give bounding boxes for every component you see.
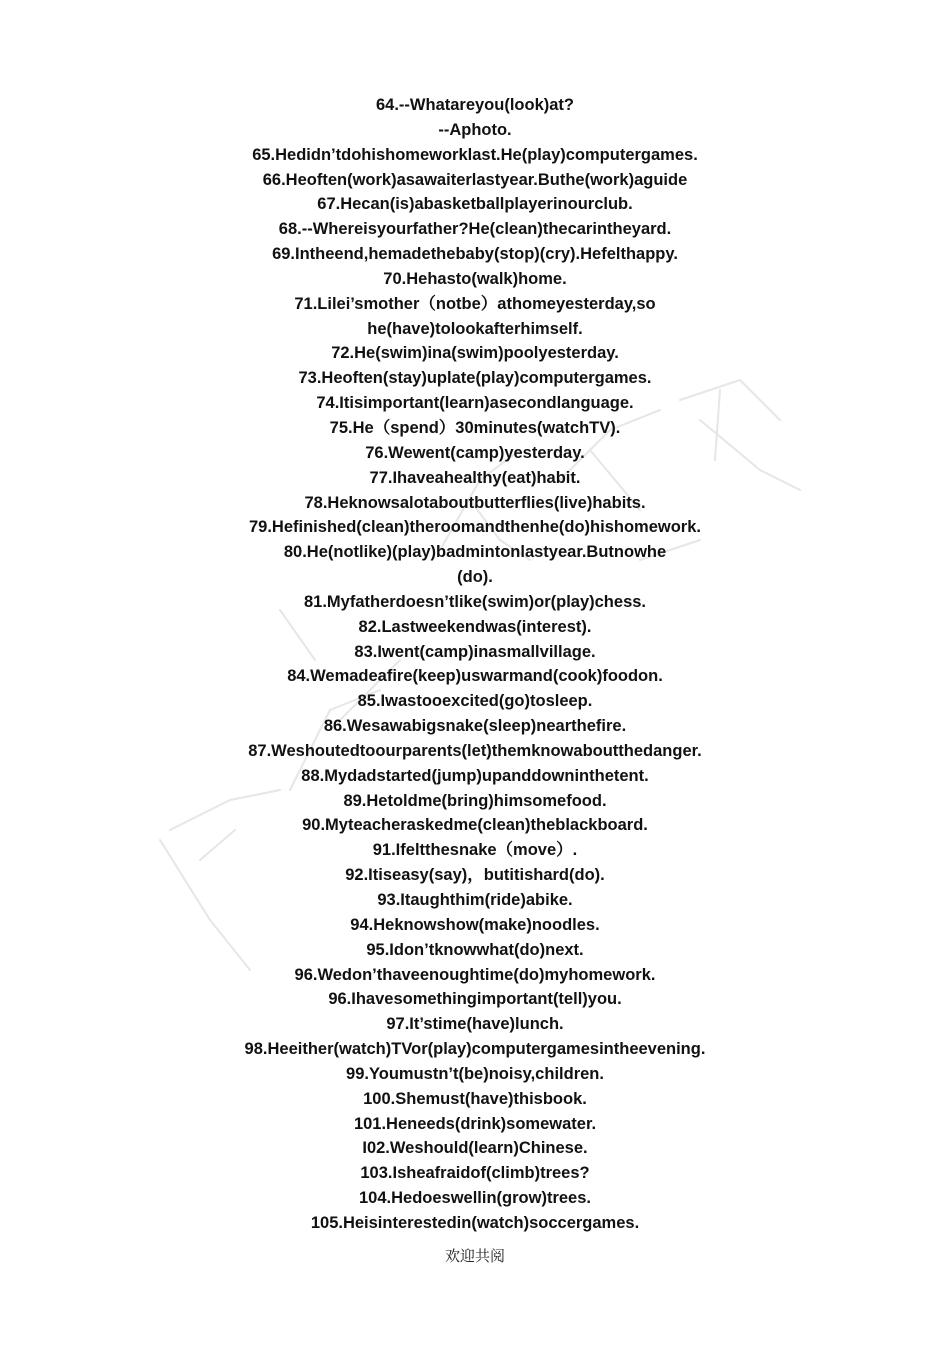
exercise-line: 101.Heneeds(drink)somewater.: [353, 1114, 597, 1133]
exercise-line: 80.He(notlike)(play)badmintonlastyear.Butnowhe: [283, 543, 667, 562]
exercise-line: 91.Ifeltthesnake（move）.: [372, 841, 578, 860]
exercise-line: 99.Youmustn’t(be)noisy,children.: [346, 1064, 604, 1083]
exercise-line: 69.Intheend,hemadethebaby(stop)(cry).Hefelthappy.: [272, 245, 678, 264]
exercise-line: 72.He(swim)ina(swim)poolyesterday.: [331, 344, 619, 363]
exercise-line: (do).: [457, 568, 493, 587]
exercise-line: 64.--Whatareyou(look)at?: [375, 96, 575, 114]
exercise-line: 100.Shemust(have)thisbook.: [363, 1089, 587, 1108]
exercise-line: 70.Hehasto(walk)home.: [383, 269, 567, 288]
exercise-line: 79.Hefinished(clean)theroomandthenhe(do)hishomework.: [249, 518, 701, 537]
exercise-line: 81.Myfatherdoesn’tlike(swim)or(play)chess.: [303, 592, 647, 611]
exercise-line: 68.--Whereisyourfather?He(clean)thecarintheyard.: [278, 220, 672, 239]
exercise-line: 96.Wedon’thaveenoughtime(do)myhomework.: [294, 965, 656, 984]
exercise-line: 93.Itaughthim(ride)abike.: [377, 891, 573, 909]
exercise-line: 75.He（spend）30minutes(watchTV).: [329, 418, 621, 437]
exercise-line: 76.Wewent(camp)yesterday.: [365, 443, 585, 462]
exercise-line: 98.Heeither(watch)TVor(play)computergamesintheevening.: [244, 1040, 706, 1059]
exercise-line: 74.Itisimportant(learn)asecondlanguage.: [316, 394, 634, 413]
exercise-line: 86.Wesawabigsnake(sleep)nearthefire.: [323, 717, 627, 736]
exercise-line: 87.Weshoutedtoourparents(let)themknowaboutthedanger.: [248, 741, 702, 760]
exercise-line: 77.Ihaveahealthy(eat)habit.: [369, 468, 581, 487]
exercise-line: 71.Lilei’smother（notbe）athomeyesterday,so: [294, 294, 656, 313]
exercise-line: 78.Heknowsalotaboutbutterflies(live)habits.: [304, 493, 646, 512]
exercise-line: 88.Mydadstarted(jump)upanddowninthetent.: [301, 766, 649, 785]
exercise-line: 65.Hedidn’tdohishomeworklast.He(play)computergames.: [252, 145, 698, 164]
exercise-line: 95.Idon’tknowwhat(do)next.: [366, 940, 584, 959]
exercise-line: 85.Iwastooexcited(go)tosleep.: [357, 692, 593, 711]
exercise-line: 73.Heoften(stay)uplate(play)computergames.: [298, 369, 652, 388]
exercise-line: 66.Heoften(work)asawaiterlastyear.Buthe(work)aguide: [262, 170, 688, 189]
exercise-line: 89.Hetoldme(bring)himsomefood.: [343, 791, 607, 810]
exercise-line: I02.Weshould(learn)Chinese.: [362, 1139, 588, 1158]
exercise-line: 84.Wemadeafire(keep)uswarmand(cook)foodon.: [287, 667, 663, 686]
page-footer: 欢迎共阅: [444, 1247, 505, 1265]
exercise-line: 103.Isheafraidof(climb)trees?: [360, 1164, 590, 1183]
exercise-line: 94.Heknowshow(make)noodles.: [350, 915, 600, 934]
exercise-line: 90.Myteacheraskedme(clean)theblackboard.: [302, 816, 648, 835]
exercise-line: --Aphoto.: [438, 120, 512, 139]
exercise-line: 104.Hedoeswellin(grow)trees.: [359, 1189, 591, 1208]
exercise-line: 83.Iwent(camp)inasmallvillage.: [354, 642, 596, 661]
exercise-line: 96.Ihavesomethingimportant(tell)you.: [328, 990, 622, 1009]
exercise-line: 82.Lastweekendwas(interest).: [358, 617, 592, 636]
exercise-line: 97.It’stime(have)lunch.: [386, 1015, 564, 1034]
exercise-list: [0, 93, 950, 1236]
exercise-line: he(have)tolookafterhimself.: [367, 319, 583, 338]
exercise-line: 67.Hecan(is)abasketballplayerinourclub.: [317, 195, 633, 214]
exercise-line: 92.Itiseasy(say)，butitishard(do).: [345, 866, 605, 885]
exercise-line: 105.Heisinterestedin(watch)soccergames.: [310, 1213, 640, 1232]
